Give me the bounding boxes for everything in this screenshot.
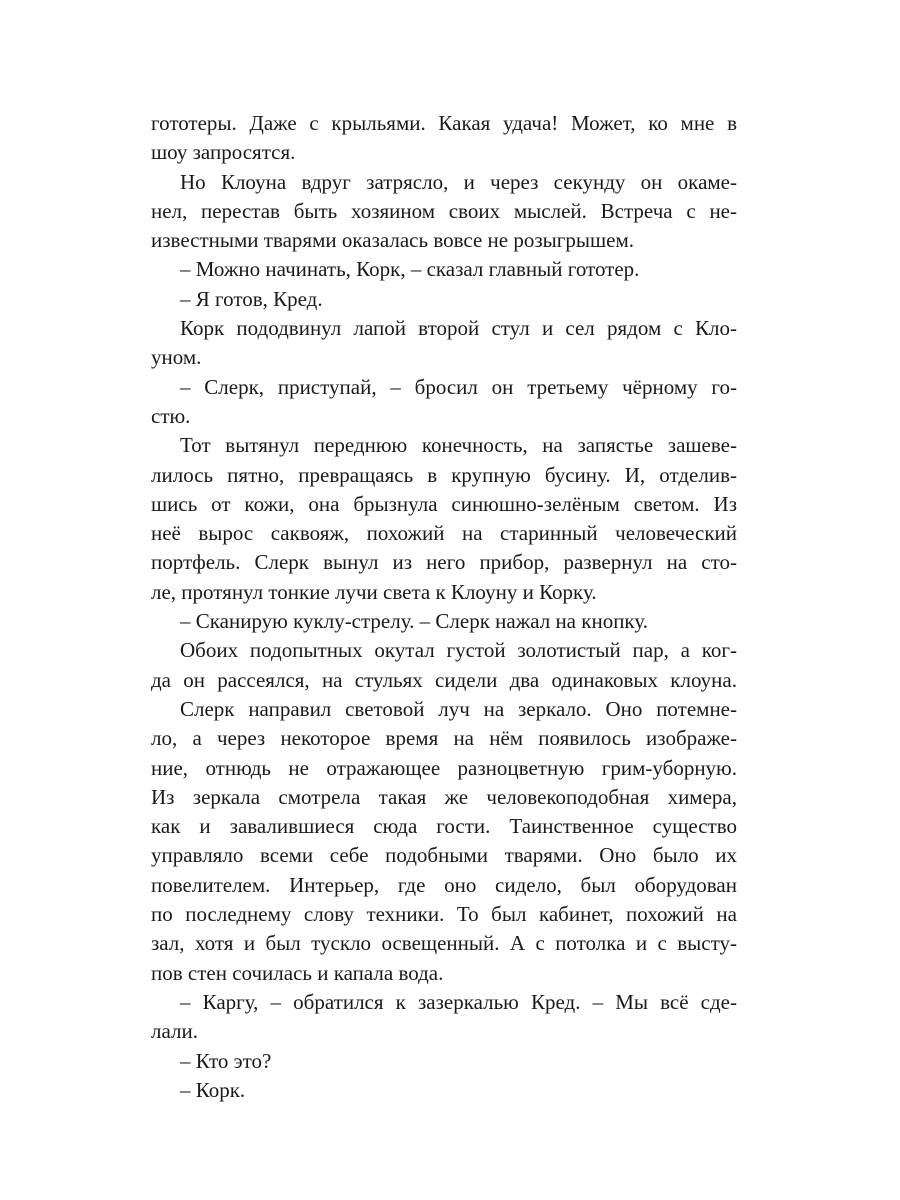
text-line: – Слерк, приступай, – бросил он третьему чёрному го- xyxy=(180,374,737,399)
text-line: ло, а через некоторое время на нём появилось изображе- xyxy=(151,726,737,751)
text-line: пов стен сочилась и капала вода. xyxy=(151,960,444,985)
text-line: гототеры. Даже с крыльями. Какая удача! Может, ко мне в xyxy=(151,111,737,135)
text-line: Тот вытянул переднюю конечность, на запястье зашеве- xyxy=(180,433,737,458)
text-line: зал, хотя и был тускло освещенный. А с потолка и с высту- xyxy=(151,931,737,956)
text-line: неё вырос саквояж, похожий на старинный человеческий xyxy=(151,521,737,546)
text-line: – Кто это? xyxy=(180,1048,272,1073)
text-line: лилось пятно, превращаясь в крупную бусину. И, отделив- xyxy=(151,462,737,487)
text-line: стю. xyxy=(151,403,191,428)
text-line: известными тварями оказалась вовсе не розыгрышем. xyxy=(151,228,634,253)
text-line: нел, перестав быть хозяином своих мыслей. Встреча с не- xyxy=(151,198,737,223)
text-line: уном. xyxy=(151,345,202,370)
text-line: портфель. Слерк вынул из него прибор, развернул на сто- xyxy=(151,550,737,575)
text-line: повелителем. Интерьер, где оно сидело, был оборудован xyxy=(151,872,737,897)
text-line: управляло всеми себе подобными тварями. Оно было их xyxy=(151,843,737,868)
text-line: лали. xyxy=(151,1019,198,1044)
text-line: как и завалившиеся сюда гости. Таинственное существо xyxy=(151,814,737,839)
text-line: – Я готов, Кред. xyxy=(180,286,323,311)
text-line: ние, отнюдь не отражающее разноцветную грим-уборную. xyxy=(151,755,737,780)
text-line: – Каргу, – обратился к зазеркалью Кред. – Мы всё сде- xyxy=(180,989,737,1014)
text-line: Но Клоуна вдруг затрясло, и через секунду он окаме- xyxy=(180,169,737,194)
text-line: да он рассеялся, на стульях сидели два одинаковых клоуна. xyxy=(151,667,737,692)
text-line: Из зеркала смотрела такая же человекоподобная химера, xyxy=(151,784,737,809)
text-line: Обоих подопытных окутал густой золотистый пар, а ког- xyxy=(180,638,737,663)
text-line: ле, протянул тонкие лучи света к Клоуну и Корку. xyxy=(151,579,597,604)
text-line: Корк пододвинул лапой второй стул и сел рядом с Кло- xyxy=(180,316,737,341)
text-line: – Сканирую куклу-стрелу. – Слерк нажал на кнопку. xyxy=(180,609,648,634)
text-line: – Можно начинать, Корк, – сказал главный гототер. xyxy=(180,257,640,282)
text-line: шоу запросятся. xyxy=(151,140,296,165)
book-page-text xyxy=(151,109,737,1105)
text-line: Слерк направил световой луч на зеркало. Оно потемне- xyxy=(180,696,737,721)
text-line: шись от кожи, она брызнула синюшно-зелёным светом. Из xyxy=(151,491,737,516)
text-line: по последнему слову техники. То был кабинет, похожий на xyxy=(151,902,737,927)
text-line: – Корк. xyxy=(180,1077,246,1102)
